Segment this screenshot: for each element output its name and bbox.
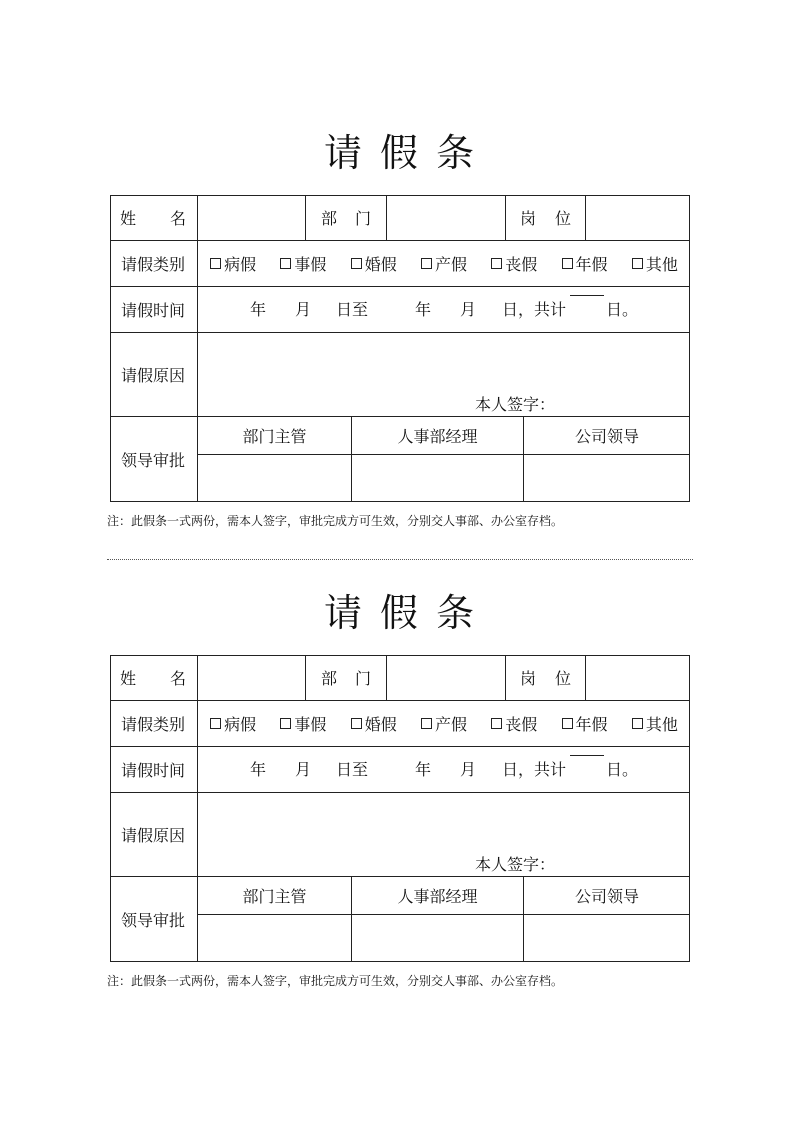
checkbox[interactable] xyxy=(351,258,362,269)
signature-label: 本人签字： xyxy=(475,855,556,874)
company-leader-signature-field[interactable] xyxy=(524,915,690,962)
leave-type-option[interactable]: 其他 xyxy=(632,712,678,735)
leave-type-label: 请假类别 xyxy=(120,715,185,734)
hr-manager-signature-field[interactable] xyxy=(352,915,523,962)
leave-form-table xyxy=(110,195,690,502)
approver-company-leader: 公司领导 xyxy=(574,887,639,906)
checkbox[interactable] xyxy=(491,718,502,729)
dept-head-signature-field[interactable] xyxy=(198,915,351,962)
name-field[interactable] xyxy=(198,195,305,240)
leave-type-option[interactable]: 产假 xyxy=(421,252,467,275)
leave-type-label: 请假类别 xyxy=(120,255,185,274)
checkbox[interactable] xyxy=(210,258,221,269)
leave-type-option[interactable]: 事假 xyxy=(280,712,326,735)
department-label: 部 门 xyxy=(321,209,371,228)
leave-type-option[interactable]: 年假 xyxy=(562,252,608,275)
approver-dept-head: 部门主管 xyxy=(242,427,307,446)
leave-type-option[interactable]: 事假 xyxy=(280,252,326,275)
leave-type-option[interactable]: 丧假 xyxy=(491,252,537,275)
leave-type-option[interactable]: 丧假 xyxy=(491,712,537,735)
signature-label: 本人签字： xyxy=(475,395,556,414)
leave-form-table xyxy=(110,655,690,962)
leave-time-field[interactable]: 年 月 日至 年 月 日，共计 日。 xyxy=(198,747,690,792)
leave-time-label: 请假时间 xyxy=(120,301,185,320)
checkbox[interactable] xyxy=(421,258,432,269)
leave-type-options xyxy=(198,241,690,286)
day-count-blank[interactable] xyxy=(570,741,604,756)
cut-line-divider xyxy=(107,559,693,560)
leave-type-option[interactable]: 婚假 xyxy=(351,712,397,735)
leave-time-field[interactable]: 年 月 日至 年 月 日，共计 日。 xyxy=(198,287,690,332)
checkbox[interactable] xyxy=(421,718,432,729)
department-field[interactable] xyxy=(387,655,505,700)
form-title: 请 假 条 xyxy=(323,131,477,175)
name-label: 姓 名 xyxy=(120,669,186,688)
leave-time-label: 请假时间 xyxy=(120,761,185,780)
position-field[interactable] xyxy=(586,655,690,700)
name-field[interactable] xyxy=(198,655,305,700)
approval-label: 领导审批 xyxy=(120,911,185,930)
name-label: 姓 名 xyxy=(120,209,186,228)
checkbox[interactable] xyxy=(632,258,643,269)
position-label: 岗 位 xyxy=(520,669,571,688)
checkbox[interactable] xyxy=(210,718,221,729)
leave-type-option[interactable]: 产假 xyxy=(421,712,467,735)
position-label: 岗 位 xyxy=(520,209,571,228)
hr-manager-signature-field[interactable] xyxy=(352,455,523,502)
checkbox[interactable] xyxy=(280,718,291,729)
department-label: 部 门 xyxy=(321,669,371,688)
checkbox[interactable] xyxy=(280,258,291,269)
approver-hr-manager: 人事部经理 xyxy=(397,887,478,906)
leave-reason-label: 请假原因 xyxy=(120,366,185,385)
approver-company-leader: 公司领导 xyxy=(574,427,639,446)
leave-reason-field[interactable] xyxy=(198,793,690,876)
leave-type-option[interactable]: 病假 xyxy=(210,252,256,275)
leave-reason-field[interactable] xyxy=(198,333,690,416)
company-leader-signature-field[interactable] xyxy=(524,455,690,502)
department-field[interactable] xyxy=(387,195,505,240)
checkbox[interactable] xyxy=(491,258,502,269)
checkbox[interactable] xyxy=(562,718,573,729)
leave-type-option[interactable]: 年假 xyxy=(562,712,608,735)
dept-head-signature-field[interactable] xyxy=(198,455,351,502)
position-field[interactable] xyxy=(586,195,690,240)
day-count-blank[interactable] xyxy=(570,281,604,296)
leave-reason-label: 请假原因 xyxy=(120,826,185,845)
checkbox[interactable] xyxy=(632,718,643,729)
leave-type-option[interactable]: 婚假 xyxy=(351,252,397,275)
leave-type-option[interactable]: 其他 xyxy=(632,252,678,275)
checkbox[interactable] xyxy=(562,258,573,269)
approver-dept-head: 部门主管 xyxy=(242,887,307,906)
approver-hr-manager: 人事部经理 xyxy=(397,427,478,446)
leave-type-option[interactable]: 病假 xyxy=(210,712,256,735)
form-note: 注：此假条一式两份，需本人签字，审批完成方可生效，分别交人事部、办公室存档。 xyxy=(107,974,564,988)
form-note: 注：此假条一式两份，需本人签字，审批完成方可生效，分别交人事部、办公室存档。 xyxy=(107,514,564,528)
approval-label: 领导审批 xyxy=(120,451,185,470)
form-title: 请 假 条 xyxy=(323,591,477,635)
checkbox[interactable] xyxy=(351,718,362,729)
leave-type-options xyxy=(198,701,690,746)
